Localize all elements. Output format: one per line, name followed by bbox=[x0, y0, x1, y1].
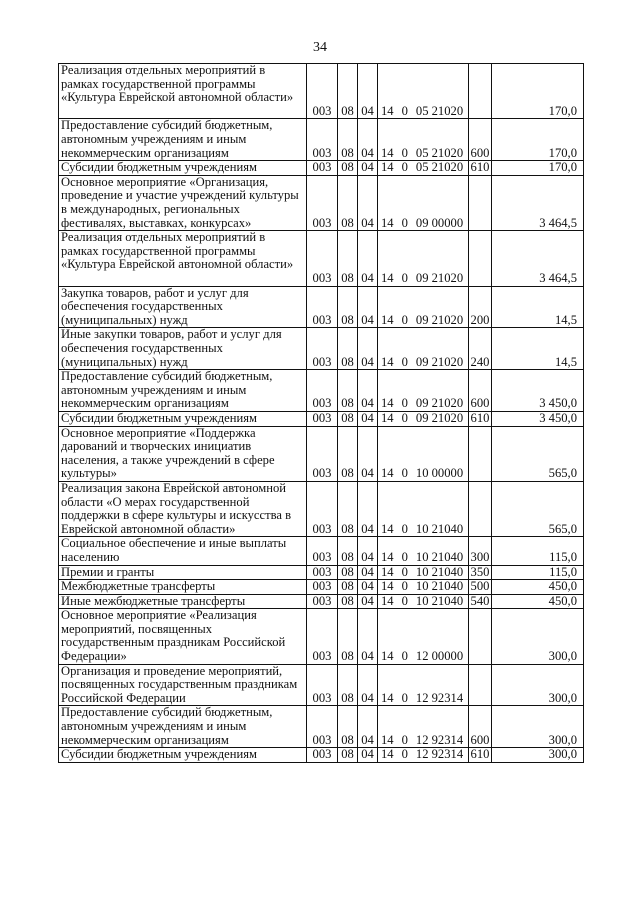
admin-code-cell: 003 bbox=[307, 411, 338, 426]
expense-type-cell: 300 bbox=[469, 537, 492, 565]
section-code-cell: 08 bbox=[338, 411, 358, 426]
article-direction-code: 12 92314 bbox=[415, 690, 464, 705]
subsection-code-cell: 04 bbox=[358, 411, 378, 426]
article-direction-code: 10 21040 bbox=[415, 521, 464, 536]
article-direction-code: 09 00000 bbox=[415, 215, 464, 230]
article-program-code: 14 bbox=[381, 649, 394, 664]
budget-table-body bbox=[59, 64, 584, 763]
section-code-cell: 08 bbox=[338, 594, 358, 609]
row-name-cell: Иные межбюджетные трансферты bbox=[59, 594, 307, 609]
amount-cell: 565,0 bbox=[492, 426, 584, 481]
target-article-cell bbox=[378, 565, 469, 580]
article-program-code: 14 bbox=[381, 549, 394, 564]
section-code-cell: 08 bbox=[338, 175, 358, 230]
row-name-cell: Социальное обеспечение и иные выплаты населению bbox=[59, 537, 307, 565]
table-row bbox=[59, 706, 584, 748]
row-name-cell: Иные закупки товаров, работ и услуг для обеспечения государственных (муниципальных) нужд bbox=[59, 328, 307, 370]
target-article-cell bbox=[378, 231, 469, 286]
subsection-code-cell: 04 bbox=[358, 286, 378, 328]
admin-code-cell: 003 bbox=[307, 161, 338, 176]
admin-code-cell: 003 bbox=[307, 609, 338, 664]
article-program-code: 14 bbox=[381, 160, 394, 175]
admin-code-cell: 003 bbox=[307, 537, 338, 565]
row-name-cell: Основное мероприятие «Организация, проведение и участие учреждений культуры в международных, региональных фестивалях, выставках, конкурсах» bbox=[59, 175, 307, 230]
article-program-code: 14 bbox=[381, 593, 394, 608]
table-row bbox=[59, 64, 584, 119]
article-direction-code: 10 21040 bbox=[415, 593, 464, 608]
subsection-code-cell: 04 bbox=[358, 706, 378, 748]
article-direction-code: 09 21020 bbox=[415, 270, 464, 285]
row-name-cell: Закупка товаров, работ и услуг для обеспечения государственных (муниципальных) нужд bbox=[59, 286, 307, 328]
article-direction-code: 12 92314 bbox=[415, 747, 464, 762]
row-name-cell: Межбюджетные трансферты bbox=[59, 580, 307, 595]
article-subprogram-code: 0 bbox=[401, 747, 408, 762]
expense-type-cell: 610 bbox=[469, 748, 492, 763]
article-program-code: 14 bbox=[381, 215, 394, 230]
article-program-code: 14 bbox=[381, 690, 394, 705]
article-direction-code: 10 21040 bbox=[415, 564, 464, 579]
amount-cell: 14,5 bbox=[492, 286, 584, 328]
article-program-code: 14 bbox=[381, 466, 394, 481]
expense-type-cell: 600 bbox=[469, 119, 492, 161]
subsection-code-cell: 04 bbox=[358, 231, 378, 286]
row-name-cell: Основное мероприятие «Поддержка дарований и творческих инициатив населения, а также учреждений в сфере культуры» bbox=[59, 426, 307, 481]
section-code-cell: 08 bbox=[338, 609, 358, 664]
table-row bbox=[59, 565, 584, 580]
article-subprogram-code: 0 bbox=[401, 549, 408, 564]
section-code-cell: 08 bbox=[338, 161, 358, 176]
target-article-cell bbox=[378, 706, 469, 748]
article-subprogram-code: 0 bbox=[401, 564, 408, 579]
section-code-cell: 08 bbox=[338, 565, 358, 580]
section-code-cell: 08 bbox=[338, 481, 358, 536]
subsection-code-cell: 04 bbox=[358, 64, 378, 119]
article-subprogram-code: 0 bbox=[401, 160, 408, 175]
section-code-cell: 08 bbox=[338, 537, 358, 565]
section-code-cell: 08 bbox=[338, 748, 358, 763]
article-subprogram-code: 0 bbox=[401, 103, 408, 118]
table-row bbox=[59, 609, 584, 664]
section-code-cell: 08 bbox=[338, 119, 358, 161]
table-row bbox=[59, 426, 584, 481]
article-subprogram-code: 0 bbox=[401, 270, 408, 285]
target-article-cell bbox=[378, 609, 469, 664]
row-name-cell: Реализация отдельных мероприятий в рамках государственной программы «Культура Еврейской автономной области» bbox=[59, 231, 307, 286]
subsection-code-cell: 04 bbox=[358, 119, 378, 161]
target-article-cell bbox=[378, 481, 469, 536]
admin-code-cell: 003 bbox=[307, 594, 338, 609]
expense-type-cell bbox=[469, 609, 492, 664]
article-program-code: 14 bbox=[381, 145, 394, 160]
admin-code-cell: 003 bbox=[307, 706, 338, 748]
expense-type-cell: 610 bbox=[469, 411, 492, 426]
amount-cell: 170,0 bbox=[492, 119, 584, 161]
article-direction-code: 12 00000 bbox=[415, 649, 464, 664]
expense-type-cell bbox=[469, 175, 492, 230]
article-direction-code: 10 21040 bbox=[415, 579, 464, 594]
budget-table bbox=[58, 63, 584, 763]
section-code-cell: 08 bbox=[338, 664, 358, 706]
amount-cell: 14,5 bbox=[492, 328, 584, 370]
admin-code-cell: 003 bbox=[307, 286, 338, 328]
admin-code-cell: 003 bbox=[307, 426, 338, 481]
article-program-code: 14 bbox=[381, 564, 394, 579]
subsection-code-cell: 04 bbox=[358, 481, 378, 536]
subsection-code-cell: 04 bbox=[358, 537, 378, 565]
article-direction-code: 10 00000 bbox=[415, 466, 464, 481]
table-row bbox=[59, 328, 584, 370]
article-program-code: 14 bbox=[381, 521, 394, 536]
article-subprogram-code: 0 bbox=[401, 732, 408, 747]
subsection-code-cell: 04 bbox=[358, 609, 378, 664]
target-article-cell bbox=[378, 370, 469, 412]
table-row bbox=[59, 481, 584, 536]
expense-type-cell: 350 bbox=[469, 565, 492, 580]
expense-type-cell bbox=[469, 426, 492, 481]
amount-cell: 3 450,0 bbox=[492, 411, 584, 426]
expense-type-cell bbox=[469, 64, 492, 119]
section-code-cell: 08 bbox=[338, 64, 358, 119]
target-article-cell bbox=[378, 748, 469, 763]
expense-type-cell: 200 bbox=[469, 286, 492, 328]
table-row bbox=[59, 748, 584, 763]
subsection-code-cell: 04 bbox=[358, 175, 378, 230]
subsection-code-cell: 04 bbox=[358, 328, 378, 370]
article-direction-code: 10 21040 bbox=[415, 549, 464, 564]
row-name-cell: Субсидии бюджетным учреждениям bbox=[59, 411, 307, 426]
article-subprogram-code: 0 bbox=[401, 466, 408, 481]
article-subprogram-code: 0 bbox=[401, 145, 408, 160]
amount-cell: 170,0 bbox=[492, 64, 584, 119]
table-row bbox=[59, 161, 584, 176]
article-program-code: 14 bbox=[381, 747, 394, 762]
admin-code-cell: 003 bbox=[307, 119, 338, 161]
article-subprogram-code: 0 bbox=[401, 215, 408, 230]
table-row bbox=[59, 664, 584, 706]
subsection-code-cell: 04 bbox=[358, 161, 378, 176]
amount-cell: 300,0 bbox=[492, 748, 584, 763]
target-article-cell bbox=[378, 664, 469, 706]
expense-type-cell: 610 bbox=[469, 161, 492, 176]
amount-cell: 3 450,0 bbox=[492, 370, 584, 412]
table-row bbox=[59, 411, 584, 426]
article-subprogram-code: 0 bbox=[401, 396, 408, 411]
target-article-cell bbox=[378, 426, 469, 481]
table-row bbox=[59, 175, 584, 230]
amount-cell: 115,0 bbox=[492, 537, 584, 565]
admin-code-cell: 003 bbox=[307, 231, 338, 286]
section-code-cell: 08 bbox=[338, 231, 358, 286]
table-row bbox=[59, 370, 584, 412]
article-direction-code: 12 92314 bbox=[415, 732, 464, 747]
article-program-code: 14 bbox=[381, 103, 394, 118]
target-article-cell bbox=[378, 594, 469, 609]
expense-type-cell: 600 bbox=[469, 370, 492, 412]
target-article-cell bbox=[378, 328, 469, 370]
article-direction-code: 05 21020 bbox=[415, 145, 464, 160]
row-name-cell: Премии и гранты bbox=[59, 565, 307, 580]
amount-cell: 115,0 bbox=[492, 565, 584, 580]
subsection-code-cell: 04 bbox=[358, 748, 378, 763]
article-subprogram-code: 0 bbox=[401, 521, 408, 536]
subsection-code-cell: 04 bbox=[358, 580, 378, 595]
expense-type-cell bbox=[469, 664, 492, 706]
amount-cell: 300,0 bbox=[492, 664, 584, 706]
table-row bbox=[59, 286, 584, 328]
table-row bbox=[59, 119, 584, 161]
target-article-cell bbox=[378, 537, 469, 565]
admin-code-cell: 003 bbox=[307, 64, 338, 119]
table-row bbox=[59, 580, 584, 595]
section-code-cell: 08 bbox=[338, 370, 358, 412]
subsection-code-cell: 04 bbox=[358, 594, 378, 609]
article-program-code: 14 bbox=[381, 396, 394, 411]
article-subprogram-code: 0 bbox=[401, 354, 408, 369]
article-subprogram-code: 0 bbox=[401, 649, 408, 664]
section-code-cell: 08 bbox=[338, 580, 358, 595]
section-code-cell: 08 bbox=[338, 706, 358, 748]
expense-type-cell: 600 bbox=[469, 706, 492, 748]
page-number: 34 bbox=[313, 40, 327, 55]
subsection-code-cell: 04 bbox=[358, 664, 378, 706]
table-row bbox=[59, 594, 584, 609]
article-direction-code: 05 21020 bbox=[415, 160, 464, 175]
admin-code-cell: 003 bbox=[307, 370, 338, 412]
row-name-cell: Предоставление субсидий бюджетным, автономным учреждениям и иным некоммерческим организациям bbox=[59, 119, 307, 161]
article-subprogram-code: 0 bbox=[401, 312, 408, 327]
admin-code-cell: 003 bbox=[307, 481, 338, 536]
amount-cell: 450,0 bbox=[492, 580, 584, 595]
amount-cell: 3 464,5 bbox=[492, 231, 584, 286]
section-code-cell: 08 bbox=[338, 286, 358, 328]
article-subprogram-code: 0 bbox=[401, 579, 408, 594]
row-name-cell: Субсидии бюджетным учреждениям bbox=[59, 748, 307, 763]
article-program-code: 14 bbox=[381, 354, 394, 369]
section-code-cell: 08 bbox=[338, 328, 358, 370]
article-direction-code: 09 21020 bbox=[415, 312, 464, 327]
target-article-cell bbox=[378, 64, 469, 119]
table-row bbox=[59, 537, 584, 565]
article-subprogram-code: 0 bbox=[401, 410, 408, 425]
row-name-cell: Основное мероприятие «Реализация мероприятий, посвященных государственным праздникам Российской Федерации» bbox=[59, 609, 307, 664]
article-direction-code: 09 21020 bbox=[415, 354, 464, 369]
expense-type-cell: 540 bbox=[469, 594, 492, 609]
subsection-code-cell: 04 bbox=[358, 565, 378, 580]
table-row bbox=[59, 231, 584, 286]
admin-code-cell: 003 bbox=[307, 565, 338, 580]
subsection-code-cell: 04 bbox=[358, 426, 378, 481]
row-name-cell: Субсидии бюджетным учреждениям bbox=[59, 161, 307, 176]
admin-code-cell: 003 bbox=[307, 580, 338, 595]
amount-cell: 300,0 bbox=[492, 609, 584, 664]
admin-code-cell: 003 bbox=[307, 664, 338, 706]
amount-cell: 170,0 bbox=[492, 161, 584, 176]
article-program-code: 14 bbox=[381, 579, 394, 594]
row-name-cell: Организация и проведение мероприятий, посвященных государственным праздникам Российской Федерации bbox=[59, 664, 307, 706]
amount-cell: 565,0 bbox=[492, 481, 584, 536]
target-article-cell bbox=[378, 119, 469, 161]
article-program-code: 14 bbox=[381, 732, 394, 747]
target-article-cell bbox=[378, 286, 469, 328]
article-program-code: 14 bbox=[381, 410, 394, 425]
expense-type-cell bbox=[469, 481, 492, 536]
target-article-cell bbox=[378, 161, 469, 176]
amount-cell: 450,0 bbox=[492, 594, 584, 609]
article-subprogram-code: 0 bbox=[401, 690, 408, 705]
article-direction-code: 09 21020 bbox=[415, 396, 464, 411]
target-article-cell bbox=[378, 580, 469, 595]
amount-cell: 3 464,5 bbox=[492, 175, 584, 230]
row-name-cell: Предоставление субсидий бюджетным, автономным учреждениям и иным некоммерческим организациям bbox=[59, 370, 307, 412]
article-program-code: 14 bbox=[381, 312, 394, 327]
section-code-cell: 08 bbox=[338, 426, 358, 481]
expense-type-cell bbox=[469, 231, 492, 286]
target-article-cell bbox=[378, 175, 469, 230]
subsection-code-cell: 04 bbox=[358, 370, 378, 412]
target-article-cell bbox=[378, 411, 469, 426]
row-name-cell: Реализация закона Еврейской автономной области «О мерах государственной поддержки в сфере культуры и искусства в Еврейской автономной области» bbox=[59, 481, 307, 536]
admin-code-cell: 003 bbox=[307, 328, 338, 370]
expense-type-cell: 240 bbox=[469, 328, 492, 370]
row-name-cell: Реализация отдельных мероприятий в рамках государственной программы «Культура Еврейской автономной области» bbox=[59, 64, 307, 119]
expense-type-cell: 500 bbox=[469, 580, 492, 595]
article-program-code: 14 bbox=[381, 270, 394, 285]
article-subprogram-code: 0 bbox=[401, 593, 408, 608]
amount-cell: 300,0 bbox=[492, 706, 584, 748]
article-direction-code: 09 21020 bbox=[415, 410, 464, 425]
row-name-cell: Предоставление субсидий бюджетным, автономным учреждениям и иным некоммерческим организациям bbox=[59, 706, 307, 748]
admin-code-cell: 003 bbox=[307, 748, 338, 763]
article-direction-code: 05 21020 bbox=[415, 103, 464, 118]
admin-code-cell: 003 bbox=[307, 175, 338, 230]
